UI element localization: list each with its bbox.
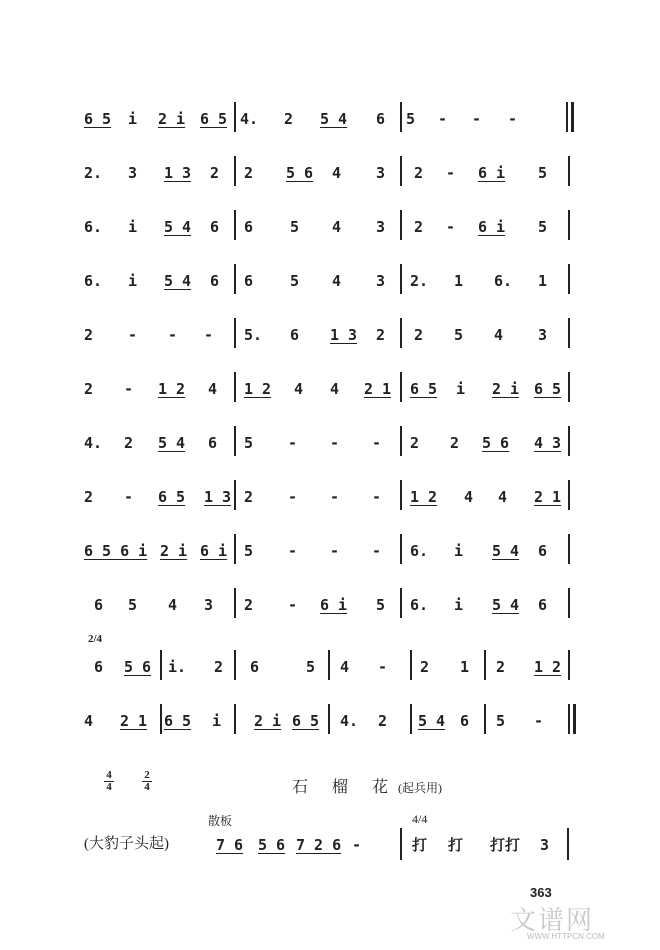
note-token: 2: [84, 326, 94, 344]
note-token: 1 2: [534, 658, 562, 676]
note-token: i: [212, 712, 222, 730]
note-token: 2: [210, 164, 220, 182]
note-token: 6: [244, 272, 254, 290]
note-token: 2: [244, 488, 254, 506]
note-token: 1: [538, 272, 548, 290]
bar-line: [400, 372, 402, 402]
note-token: 2: [214, 658, 224, 676]
bar-line: [484, 650, 486, 680]
bar-line: [160, 650, 162, 680]
note-token: 5: [454, 326, 464, 344]
note-token: -: [330, 488, 340, 506]
note-token: -: [378, 658, 388, 676]
last-line-note: 5 6: [258, 836, 286, 854]
note-token: 2.: [84, 164, 103, 182]
note-token: 6: [538, 542, 548, 560]
note-token: 2: [378, 712, 388, 730]
note-token: -: [288, 596, 298, 614]
note-token: -: [508, 110, 518, 128]
bar-line: [234, 534, 236, 564]
note-token: -: [372, 434, 382, 452]
note-token: 3: [376, 218, 386, 236]
note-token: 2: [420, 658, 430, 676]
note-token: 5 6: [286, 164, 314, 182]
note-token: -: [168, 326, 178, 344]
note-token: 6 i: [200, 542, 228, 560]
last-line-note: 打: [448, 836, 464, 854]
note-token: 6: [250, 658, 260, 676]
score-row: [84, 158, 584, 198]
score-row: [84, 536, 584, 576]
score-row: [84, 320, 584, 360]
note-token: i.: [168, 658, 187, 676]
song-title: [292, 774, 442, 797]
note-token: 6: [538, 596, 548, 614]
score-row: [84, 266, 584, 306]
note-token: 6: [208, 434, 218, 452]
note-token: 5 4: [158, 434, 186, 452]
bar-line: [400, 534, 402, 564]
note-token: 2.: [410, 272, 429, 290]
note-token: 6 i: [478, 164, 506, 182]
note-token: 4: [494, 326, 504, 344]
bar-line: [234, 588, 236, 618]
key-signature-1-den: 4: [106, 781, 112, 793]
bar-line: [400, 318, 402, 348]
key-signature-1-num: 4: [106, 769, 112, 781]
note-token: 6.: [494, 272, 513, 290]
note-token: 2 1: [534, 488, 562, 506]
note-token: -: [124, 380, 134, 398]
bar-line: [234, 650, 236, 680]
note-token: 2: [376, 326, 386, 344]
note-token: 2: [414, 326, 424, 344]
watermark: 文谱网: [510, 906, 595, 935]
last-line-note: 打: [412, 836, 428, 854]
note-token: -: [124, 488, 134, 506]
bar-line: [234, 102, 236, 132]
note-token: i: [128, 218, 138, 236]
note-token: -: [472, 110, 482, 128]
note-token: 1 2: [410, 488, 438, 506]
watermark-url: WWW.HTTPCN.COM: [527, 932, 605, 941]
note-token: 3: [204, 596, 214, 614]
bar-line: [568, 480, 570, 510]
note-token: 1: [454, 272, 464, 290]
note-token: 4.: [340, 712, 359, 730]
last-line-intro: (大豹子头起): [84, 836, 169, 852]
bar-line: [234, 480, 236, 510]
key-signature-2: [142, 770, 152, 793]
note-token: -: [446, 218, 456, 236]
note-token: i: [454, 542, 464, 560]
bar-line: [400, 264, 402, 294]
note-token: 4.: [84, 434, 103, 452]
note-token: 4: [84, 712, 94, 730]
note-token: 4: [340, 658, 350, 676]
bar-line: [568, 318, 570, 348]
note-token: 4: [332, 164, 342, 182]
note-token: 5: [244, 434, 254, 452]
note-token: 6 i: [478, 218, 506, 236]
bar-line: [568, 704, 570, 734]
note-token: 6: [210, 218, 220, 236]
note-token: 1 3: [330, 326, 358, 344]
bar-line: [234, 210, 236, 240]
note-token: 5: [538, 218, 548, 236]
note-token: -: [288, 488, 298, 506]
score-row: [84, 482, 584, 522]
note-token: 2 1: [120, 712, 148, 730]
note-token: 5 4: [418, 712, 446, 730]
note-token: 4: [332, 218, 342, 236]
note-token: 2 i: [254, 712, 282, 730]
note-token: i: [454, 596, 464, 614]
note-token: 5: [538, 164, 548, 182]
note-token: 4: [498, 488, 508, 506]
note-token: 6: [460, 712, 470, 730]
note-token: 3: [538, 326, 548, 344]
note-token: 3: [376, 272, 386, 290]
last-line-note: 7 2 6: [296, 836, 342, 854]
note-token: 2: [84, 380, 94, 398]
bar-line: [400, 426, 402, 456]
last-line-note: 3: [540, 836, 550, 854]
bar-line: [400, 102, 402, 132]
bar-line: [568, 650, 570, 680]
note-token: 3: [128, 164, 138, 182]
note-token: 6.: [410, 596, 429, 614]
bar-line: [400, 156, 402, 186]
note-token: -: [288, 434, 298, 452]
note-token: -: [534, 712, 544, 730]
bar-line: [400, 588, 402, 618]
note-token: 5 6: [124, 658, 152, 676]
song-title-text: 石 榴 花: [292, 779, 399, 796]
note-token: -: [330, 542, 340, 560]
last-line-note: 7 6: [216, 836, 244, 854]
last-line-note: 打打: [490, 836, 521, 854]
note-token: 6 i: [320, 596, 348, 614]
note-token: 6 5: [410, 380, 438, 398]
note-token: 2: [84, 488, 94, 506]
note-token: 6: [210, 272, 220, 290]
note-token: 4: [332, 272, 342, 290]
bar-line: [234, 318, 236, 348]
score-row: [84, 652, 584, 692]
note-token: 2: [450, 434, 460, 452]
note-token: 2: [496, 658, 506, 676]
note-token: -: [128, 326, 138, 344]
bar-line: [328, 704, 330, 734]
note-token: 4 3: [534, 434, 562, 452]
note-token: 5 4: [164, 272, 192, 290]
note-token: 4: [168, 596, 178, 614]
song-title-note: (起兵用): [398, 781, 443, 795]
note-token: 6.: [84, 218, 103, 236]
note-token: -: [372, 488, 382, 506]
note-token: 6.: [84, 272, 103, 290]
bar-line: [234, 156, 236, 186]
note-token: -: [438, 110, 448, 128]
note-token: 4: [464, 488, 474, 506]
note-token: 5: [306, 658, 316, 676]
bar-line: [410, 650, 412, 680]
note-token: 4.: [240, 110, 259, 128]
note-token: 5: [128, 596, 138, 614]
bar-line: [568, 210, 570, 240]
note-token: 5 4: [320, 110, 348, 128]
bar-line: [234, 264, 236, 294]
note-token: 4: [294, 380, 304, 398]
note-token: 6 5: [200, 110, 228, 128]
note-token: 5: [290, 272, 300, 290]
note-token: 2: [414, 218, 424, 236]
note-token: i: [128, 272, 138, 290]
note-token: 2: [410, 434, 420, 452]
note-token: 6 5 6 i: [84, 542, 148, 560]
note-token: 4: [330, 380, 340, 398]
bar-line: [568, 588, 570, 618]
note-token: 5: [406, 110, 416, 128]
note-token: 6 5: [534, 380, 562, 398]
note-token: 2: [124, 434, 134, 452]
bar-line: [566, 102, 568, 132]
bar-line: [234, 372, 236, 402]
note-token: 5 6: [482, 434, 510, 452]
bar-line: [568, 534, 570, 564]
note-token: 6: [244, 218, 254, 236]
note-token: 3: [376, 164, 386, 182]
last-line-note: -: [352, 836, 362, 854]
key-signature-2-num: 2: [144, 769, 150, 781]
score-row: [84, 706, 584, 746]
bar-line: [234, 704, 236, 734]
score-row: [84, 590, 584, 630]
note-token: 5 4: [492, 542, 520, 560]
note-token: 2 i: [492, 380, 520, 398]
page-number: 363: [530, 885, 552, 900]
note-token: 6 5: [164, 712, 192, 730]
bar-line: [400, 210, 402, 240]
note-token: -: [372, 542, 382, 560]
bar-line: [484, 704, 486, 734]
score-row: [84, 428, 584, 468]
bar-line: [160, 704, 162, 734]
note-token: -: [330, 434, 340, 452]
note-token: 2: [244, 596, 254, 614]
note-token: 2 1: [364, 380, 392, 398]
note-token: 1: [460, 658, 470, 676]
note-token: 5 4: [164, 218, 192, 236]
note-token: 6.: [410, 542, 429, 560]
note-token: -: [446, 164, 456, 182]
bar-line: [567, 828, 569, 860]
note-token: 6: [94, 596, 104, 614]
time-signature-change: 2/4: [88, 633, 103, 645]
time-signature-2: 4/4: [412, 812, 428, 826]
bar-line: [400, 480, 402, 510]
bar-line: [234, 426, 236, 456]
bar-line: [410, 704, 412, 734]
note-token: 2: [244, 164, 254, 182]
note-token: 6: [376, 110, 386, 128]
bar-line: [400, 828, 402, 860]
score-row: [84, 104, 584, 144]
note-token: -: [288, 542, 298, 560]
note-token: 5.: [244, 326, 263, 344]
score-row: [84, 212, 584, 252]
note-token: 1 3: [204, 488, 232, 506]
note-token: 5 4: [492, 596, 520, 614]
last-line: [84, 832, 169, 853]
note-token: 2 i: [160, 542, 188, 560]
final-bar-line: [571, 102, 574, 132]
note-token: 6 5: [158, 488, 186, 506]
note-token: 2: [284, 110, 294, 128]
note-token: 5: [376, 596, 386, 614]
tempo-marking: 散板: [208, 814, 233, 828]
score-row: [84, 374, 584, 414]
note-token: 6 5: [84, 110, 112, 128]
note-token: 4: [208, 380, 218, 398]
note-token: i: [456, 380, 466, 398]
note-token: 6: [94, 658, 104, 676]
note-token: 1 2: [158, 380, 186, 398]
bar-line: [328, 650, 330, 680]
note-token: 1 3: [164, 164, 192, 182]
note-token: 5: [290, 218, 300, 236]
bar-line: [568, 156, 570, 186]
bar-line: [568, 264, 570, 294]
note-token: 6: [290, 326, 300, 344]
note-token: 6 5: [292, 712, 320, 730]
final-bar-line: [573, 704, 576, 734]
note-token: -: [204, 326, 214, 344]
bar-line: [568, 372, 570, 402]
note-token: 2: [414, 164, 424, 182]
note-token: 2 i: [158, 110, 186, 128]
note-token: 5: [244, 542, 254, 560]
note-token: 5: [496, 712, 506, 730]
key-signature-1: [104, 770, 114, 793]
bar-line: [568, 426, 570, 456]
key-signature-2-den: 4: [144, 781, 150, 793]
note-token: 1 2: [244, 380, 272, 398]
note-token: i: [128, 110, 138, 128]
